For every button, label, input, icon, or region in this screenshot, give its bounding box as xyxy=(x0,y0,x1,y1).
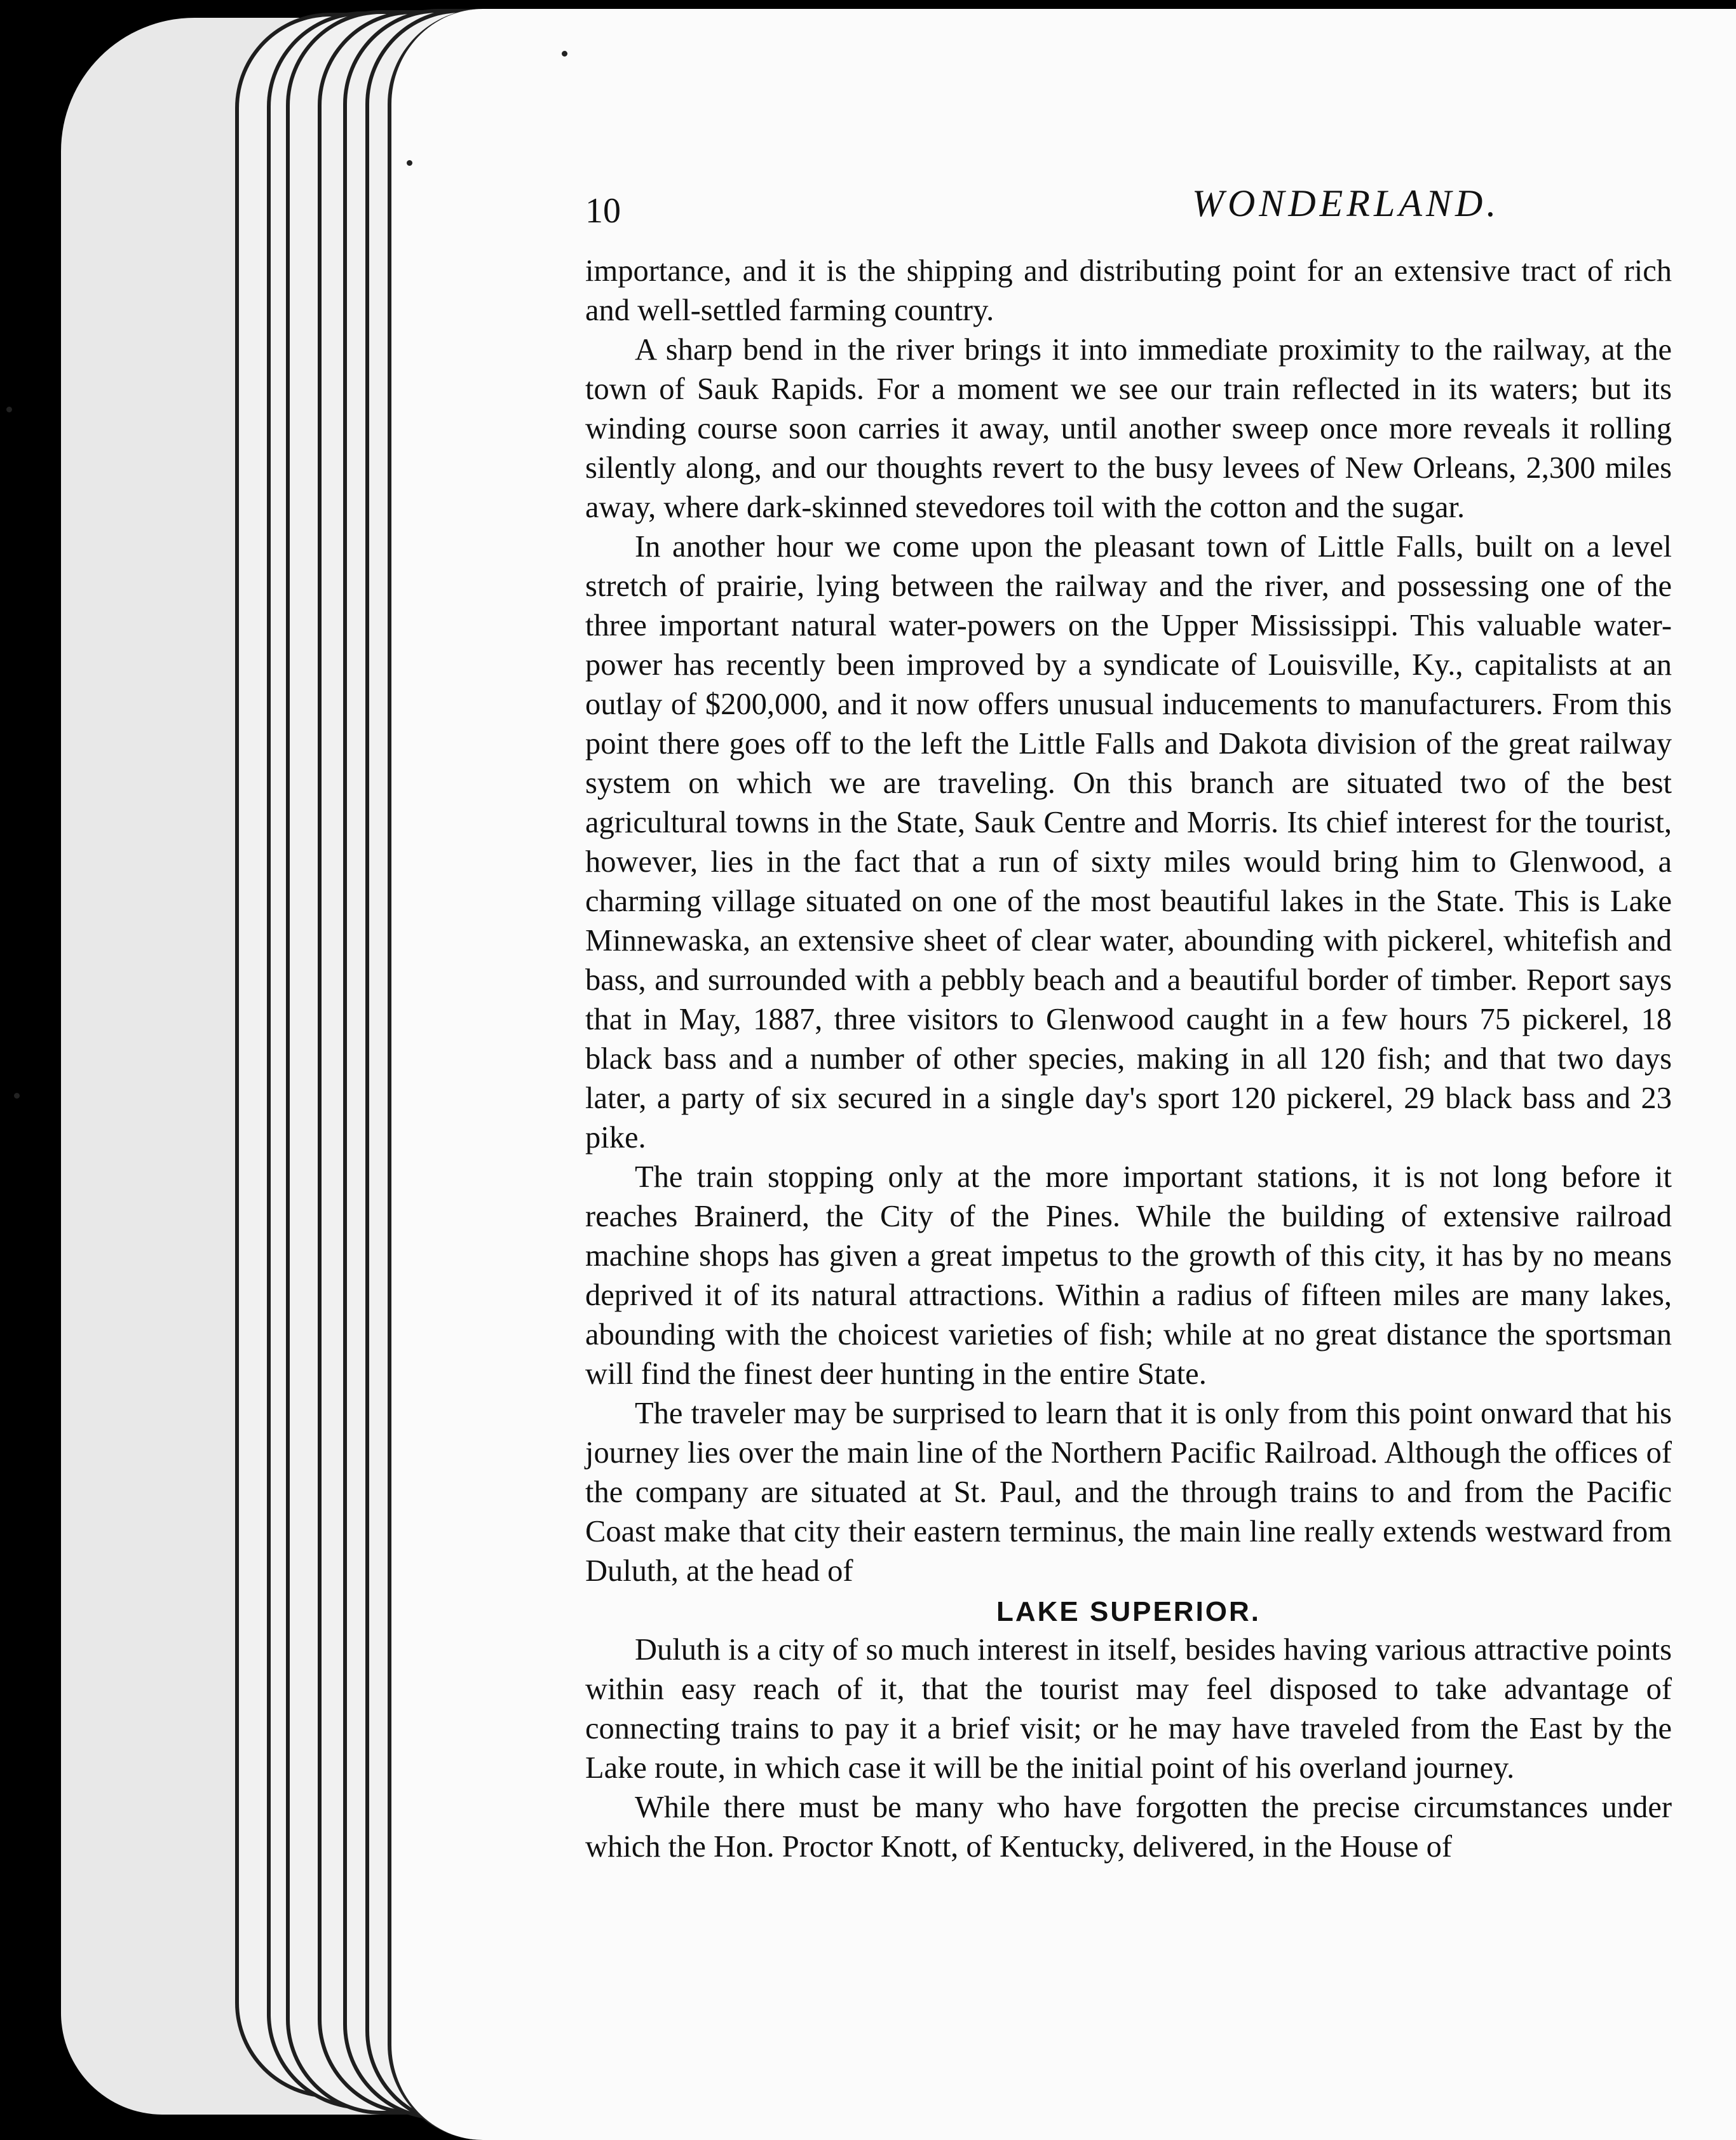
running-head xyxy=(585,182,1659,245)
book-page xyxy=(388,9,1736,2140)
scan-speck xyxy=(6,407,12,412)
paragraph: While there must be many who have forgotten the precise circumstances under which the Hon. Proctor Knott, of Kentucky, delivered, in the House of xyxy=(585,1791,1672,1864)
scan-speck xyxy=(407,160,412,166)
paragraph: The traveler may be surprised to learn that it is only from this point onward that his journey lies over the main line of the Northern Pacific Railroad. Although the offices of the company are situated at St. Paul, and the through trains to and from the Pacific Coast make that city their eastern terminus, the main line really extends westward from Duluth, at the head of xyxy=(585,1397,1672,1588)
paragraph: Duluth is a city of so much interest in itself, besides having various attractive points within easy reach of it, that the tourist may feel disposed to take advantage of connecting trains to pay it a brief visit; or he may have traveled from the East by the Lake route, in which case it will be the initial point of his overland journey. xyxy=(585,1633,1672,1785)
paragraph: A sharp bend in the river brings it into immediate proximity to the railway, at the town of Sauk Rapids. For a moment we see our train reflected in its waters; but its winding course soon carries it away, until another sweep once more reveals it rolling silently along, and our thoughts revert to the busy levees of New Orleans, 2,300 miles away, where dark-skinned stevedores toil with the cotton and the sugar. xyxy=(585,333,1672,524)
page-number: 10 xyxy=(585,191,621,231)
section-heading: LAKE SUPERIOR. xyxy=(996,1596,1261,1627)
scan-speck xyxy=(14,1093,20,1099)
body-text xyxy=(585,252,1672,1867)
paragraph: importance, and it is the shipping and distributing point for an extensive tract of rich and well-settled farming country. xyxy=(585,254,1672,327)
running-title: WONDERLAND. xyxy=(1192,182,1500,224)
paragraph: In another hour we come upon the pleasant town of Little Falls, built on a level stretch of prairie, lying between the railway and the river, and possessing one of the three important natural water-powers on the Upper Mississippi. This valuable water-power has recently been improved by a syndicate of Louisville, Ky., capitalists at an outlay of $200,000, and it now offers unusual inducements to manufacturers. From this point there goes off to the left the Little Falls and Dakota division of the great railway system on which we are traveling. On this branch are situated two of the best agricultural towns in the State, Sauk Centre and Morris. Its chief interest for the tourist, however, lies in the fact that a run of sixty miles would bring him to Glenwood, a charming village situated on one of the most beautiful lakes in the State. This is Lake Minnewaska, an extensive sheet of clear water, abounding with pickerel, whitefish and bass, and surrounded with a pebbly beach and a beautiful border of timber. Report says that in May, 1887, three visitors to Glenwood caught in a few hours 75 pickerel, 18 black bass and a number of other species, making in all 120 fish; and that two days later, a party of six secured in a single day's sport 120 pickerel, 29 black bass and 23 pike. xyxy=(585,530,1672,1155)
scan-speck xyxy=(562,51,567,57)
paragraph: The train stopping only at the more important stations, it is not long before it reaches Brainerd, the City of the Pines. While the building of extensive railroad machine shops has given a great impetus to the growth of this city, it has by no means deprived it of its natural attractions. Within a radius of fifteen miles are many lakes, abounding with the choicest varieties of fish; while at no great distance the sportsman will find the finest deer hunting in the entire State. xyxy=(585,1160,1672,1391)
